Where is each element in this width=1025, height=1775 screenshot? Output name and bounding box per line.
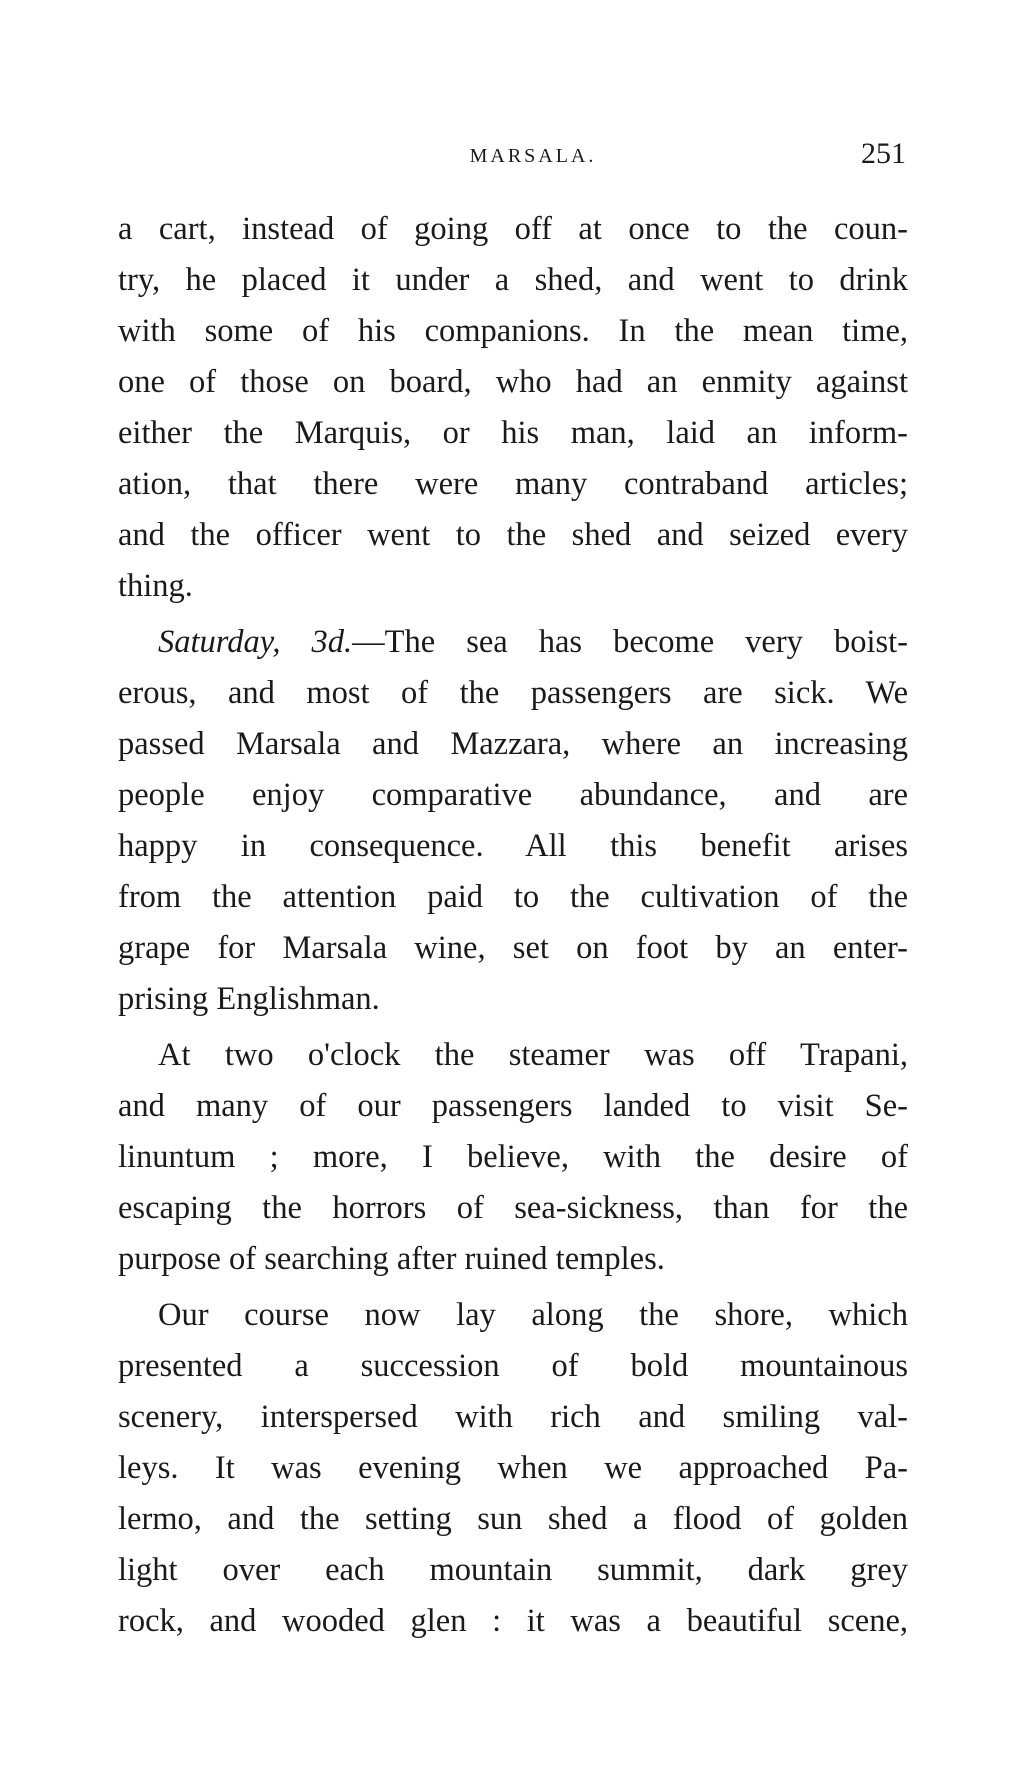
running-title: MARSALA. [469, 145, 597, 167]
text-line: one of those on board, who had an enmity against [118, 364, 908, 400]
text-line: ation, that there were many contraband articles; [118, 466, 908, 502]
text-line: light over each mountain summit, dark grey [118, 1552, 908, 1588]
text-line: rock, and wooded glen : it was a beautiful scene, [118, 1603, 908, 1639]
text-line: happy in consequence. All this benefit arises [118, 828, 908, 864]
body-text [118, 204, 908, 1647]
text-line: either the Marquis, or his man, laid an inform- [118, 415, 908, 451]
text-line: prising Englishman. [118, 981, 380, 1017]
line-rest: —The sea has become very boist- [352, 624, 908, 660]
text-line: scenery, interspersed with rich and smiling val- [118, 1399, 908, 1435]
text-line: grape for Marsala wine, set on foot by an enter- [118, 930, 908, 966]
paragraph-4 [118, 1290, 908, 1647]
paragraph-3 [118, 1030, 908, 1285]
text-line: At two o'clock the steamer was off Trapani, [158, 1037, 908, 1073]
text-line: linuntum ; more, I believe, with the desire of [118, 1139, 908, 1175]
text-line: escaping the horrors of sea-sickness, than for the [118, 1190, 908, 1226]
text-line [118, 617, 908, 668]
text-line: try, he placed it under a shed, and went to drink [118, 262, 908, 298]
text-line: passed Marsala and Mazzara, where an increasing [118, 726, 908, 762]
text-line: people enjoy comparative abundance, and are [118, 777, 908, 813]
text-line: and the officer went to the shed and seized every [118, 517, 908, 553]
paragraph-2 [118, 617, 908, 1025]
text-line: a cart, instead of going off at once to the coun- [118, 211, 908, 247]
text-line: Our course now lay along the shore, which [158, 1297, 908, 1333]
text-line: thing. [118, 568, 193, 604]
text-line: from the attention paid to the cultivation of the [118, 879, 908, 915]
page-number: 251 [861, 137, 906, 170]
text-line: purpose of searching after ruined temples. [118, 1241, 665, 1277]
running-head [118, 137, 908, 177]
text-line: erous, and most of the passengers are sick. We [118, 675, 908, 711]
text-line: lermo, and the setting sun shed a flood of golden [118, 1501, 908, 1537]
text-line: leys. It was evening when we approached Pa- [118, 1450, 908, 1486]
entry-date: Saturday, 3d. [158, 624, 353, 660]
paragraph-1 [118, 204, 908, 612]
text-line: and many of our passengers landed to visit Se- [118, 1088, 908, 1124]
text-line: with some of his companions. In the mean time, [118, 313, 908, 349]
text-line: presented a succession of bold mountainous [118, 1348, 908, 1384]
